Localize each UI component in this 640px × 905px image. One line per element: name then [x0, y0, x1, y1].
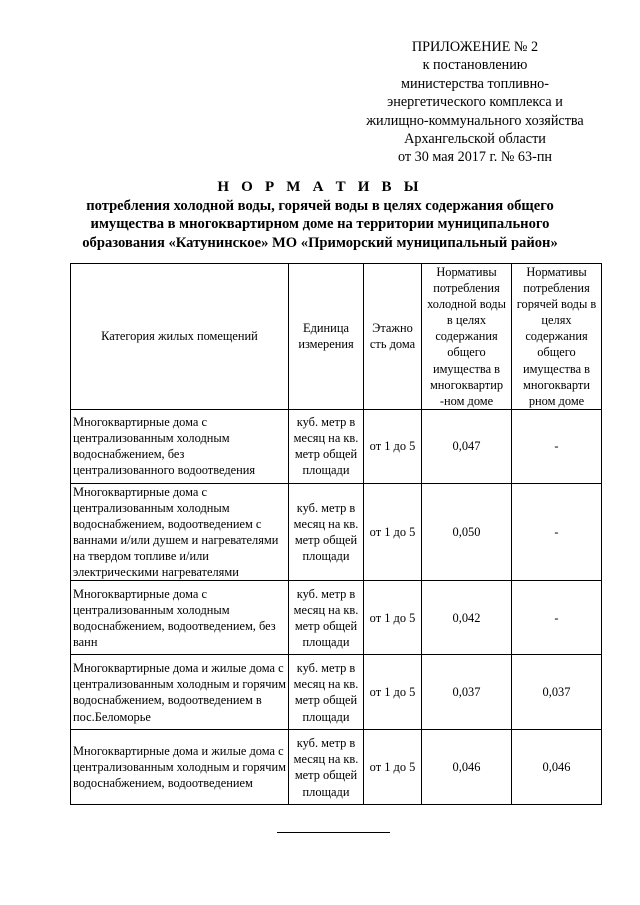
cell-unit: куб. метр в месяц на кв. метр общей площади	[289, 409, 364, 483]
header-unit: Единица измерения	[289, 264, 364, 410]
cell-category: Многоквартирные дома с централизованным холодным водоснабжением, без централизованного водоотведения	[71, 409, 289, 483]
cell-hot-water: -	[512, 581, 602, 655]
cell-unit: куб. метр в месяц на кв. метр общей площади	[289, 581, 364, 655]
cell-unit: куб. метр в месяц на кв. метр общей площади	[289, 483, 364, 581]
cell-category: Многоквартирные дома с централизованным холодным водоснабжением, водоотведением, без ванн	[71, 581, 289, 655]
appendix-reference: к постановлению	[422, 57, 528, 74]
table-row	[71, 655, 602, 730]
cell-unit: куб. метр в месяц на кв. метр общей площади	[289, 730, 364, 805]
bottom-divider	[277, 832, 390, 833]
cell-category: Многоквартирные дома с централизованным холодным водоснабжением, водоотведением с ваннами и/или душем и нагревателями на твердом топливе и/или электрическими нагревателями	[71, 483, 289, 581]
cell-floors: от 1 до 5	[364, 409, 422, 483]
cell-category: Многоквартирные дома и жилые дома с централизованным холодным и горячим водоснабжением, водоотведением в пос.Беломорье	[71, 655, 289, 730]
cell-cold-water: 0,047	[422, 409, 512, 483]
title-line-2: имущества в многоквартирном доме на территории муниципального	[90, 216, 550, 233]
cell-cold-water: 0,046	[422, 730, 512, 805]
table-row	[71, 730, 602, 805]
appendix-date: от 30 мая 2017 г. № 63-пн	[397, 149, 553, 166]
cell-floors: от 1 до 5	[364, 483, 422, 581]
norms-table	[70, 263, 602, 805]
cell-category: Многоквартирные дома и жилые дома с централизованным холодным и горячим водоснабжением, водоотведением	[71, 730, 289, 805]
header-floors: Этажно сть дома	[364, 264, 422, 410]
cell-hot-water: 0,046	[512, 730, 602, 805]
appendix-ministry-line-3: жилищно-коммунального хозяйства	[366, 112, 584, 129]
cell-hot-water: -	[512, 409, 602, 483]
table-header-row	[71, 264, 602, 410]
cell-hot-water: 0,037	[512, 655, 602, 730]
table-row	[71, 409, 602, 483]
title-line-1: потребления холодной воды, горячей воды в целях содержания общего	[86, 197, 554, 214]
appendix-number: ПРИЛОЖЕНИЕ № 2	[411, 39, 539, 55]
cell-hot-water: -	[512, 483, 602, 581]
header-category: Категория жилых помещений	[71, 264, 289, 410]
cell-floors: от 1 до 5	[364, 581, 422, 655]
title-main: Н О Р М А Т И В Ы	[217, 179, 423, 195]
cell-floors: от 1 до 5	[364, 655, 422, 730]
title-line-3: образования «Катунинское» МО «Приморский муниципальный район»	[82, 234, 558, 251]
cell-unit: куб. метр в месяц на кв. метр общей площади	[289, 655, 364, 730]
cell-cold-water: 0,050	[422, 483, 512, 581]
appendix-ministry-line-2: энергетического комплекса и	[387, 94, 563, 111]
table-row	[71, 581, 602, 655]
appendix-header	[330, 38, 620, 167]
cell-floors: от 1 до 5	[364, 730, 422, 805]
cell-cold-water: 0,042	[422, 581, 512, 655]
table-row	[71, 483, 602, 581]
document-title	[55, 178, 585, 252]
header-cold-water: Нормативы потребления холодной воды в целях содержания общего имущества в многоквартир -ном доме	[422, 264, 512, 410]
header-hot-water: Нормативы потребления горячей воды в целях содержания общего имущества в многокварти рном доме	[512, 264, 602, 410]
appendix-region: Архангельской области	[404, 131, 546, 148]
appendix-ministry-line-1: министерства топливно-	[401, 75, 549, 92]
cell-cold-water: 0,037	[422, 655, 512, 730]
